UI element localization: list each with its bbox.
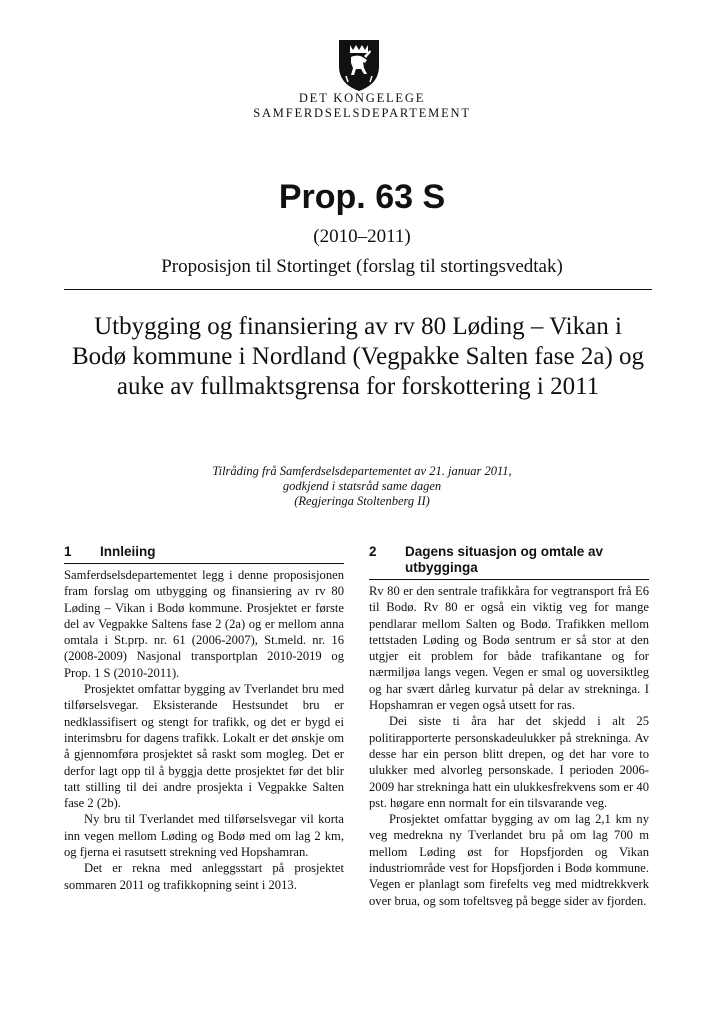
heading-rule bbox=[64, 563, 344, 564]
section-2 bbox=[369, 544, 649, 909]
tilrading-line: (Regjeringa Stoltenberg II) bbox=[294, 494, 430, 508]
proposition-number: Prop. 63 S bbox=[278, 178, 446, 216]
proposition-subtitle: Proposisjon til Stortinget (forslag til stortingsvedtak) bbox=[161, 256, 563, 277]
section-heading bbox=[369, 544, 649, 576]
tilrading-line: godkjend i statsråd same dagen bbox=[282, 479, 442, 493]
paragraph: Rv 80 er den sentrale trafikkåra for vegtransport frå E6 til Bodø. Rv 80 er også ein viktig veg for mange pendlarar mellom Salten og Bodø. Trafikken mellom tettstaden Løding og Bodø sentrum er så stor at den utgjer eit problem for både trafikantane og for nærmiljøa langs vegen. Vegen er smal og uoversiktleg og har svært dårleg kurvatur på delar av strekninga. I Hopshamran er vegen også utsett for ras. bbox=[369, 584, 649, 713]
heading-rule bbox=[369, 579, 649, 580]
section-number: 2 bbox=[369, 544, 377, 559]
section-heading bbox=[64, 544, 344, 560]
paragraph: Samferdselsdepartementet legg i denne proposisjonen fram forslag om utbygging og finansiering av rv 80 Løding – Vikan i Bodø kommune. Prosjektet er første del av Vegpakke Saltens fase 2 (2a) og er mellom anna omtala i St.prp. nr. 61 (2006-2007), St.meld. nr. 16 (2008-2009) Nasjonal transportplan 2010-2019 og Prop. 1 S (2010-2011). bbox=[64, 568, 344, 680]
tilrading-line: Tilråding frå Samferdselsdepartementet av 21. januar 2011, bbox=[212, 464, 512, 478]
section-title: Innleiing bbox=[100, 544, 156, 559]
paragraph: Ny bru til Tverlandet med tilførselsvegar vil korta inn vegen mellom Løding og Bodø med om lag 2 km, og fjerna ei rasutsett strekning ved Hopshamran. bbox=[64, 812, 344, 860]
tilrading-note bbox=[0, 464, 724, 509]
section-number: 1 bbox=[64, 544, 72, 559]
document-title: Utbygging og finansiering av rv 80 Løding – Vikan i Bodø kommune i Nordland (Vegpakke Salten fase 2a) og auke av fullmaktsgrensa for forskottering i 2011 bbox=[71, 313, 645, 400]
paragraph: Dei siste ti åra har det skjedd i alt 25 politirapporterte personskadeulukker på strekninga. Av desse har ein person blitt drepen, og det har vore to ulukker med alvorleg personskade. I perioden 2006-2009 har strekninga hatt ein ulukkesfrekvens som er 40 pst. høgare enn normalt for ein tilsvarande veg. bbox=[369, 714, 649, 810]
section-1 bbox=[64, 544, 344, 893]
divider bbox=[64, 289, 652, 290]
coat-of-arms-icon bbox=[334, 36, 384, 92]
session-years: (2010–2011) bbox=[313, 226, 411, 247]
department-name-line1: DET KONGELEGE bbox=[298, 91, 426, 105]
paragraph: Prosjektet omfattar bygging av Tverlandet bru med tilførselsvegar. Eksisterande Hestsundet bru er nedklassifisert og stengt for trafikk, og det er bygd ei interimsbru for dagens trafikk. Lokalt er det ønskje om å gjennomføra prosjektet så raskt som mogleg. Det er derfor lagt opp til å byggja dette prosjektet før det blir tatt stilling til dei andre prosjekta i Vegpakke Salten fase 2 (2b). bbox=[64, 682, 344, 811]
paragraph: Prosjektet omfattar bygging av om lag 2,1 km ny veg medrekna ny Tverlandet bru på om lag 700 m mellom Løding øst for Hopsfjorden og Vikan industriområde vest for Hopsfjorden i Bodø kommune. Vegen er planlagt som firefelts veg med midtrekkverk over brua, og som tofeltsveg på begge sider av fjorden. bbox=[369, 812, 649, 908]
department-name-line2: SAMFERDSELSDEPARTEMENT bbox=[253, 106, 471, 120]
paragraph: Det er rekna med anleggsstart på prosjektet sommaren 2011 og trafikkopning seint i 2013. bbox=[64, 861, 344, 892]
section-title: Dagens situasjon og omtale av utbygginga bbox=[405, 544, 604, 575]
